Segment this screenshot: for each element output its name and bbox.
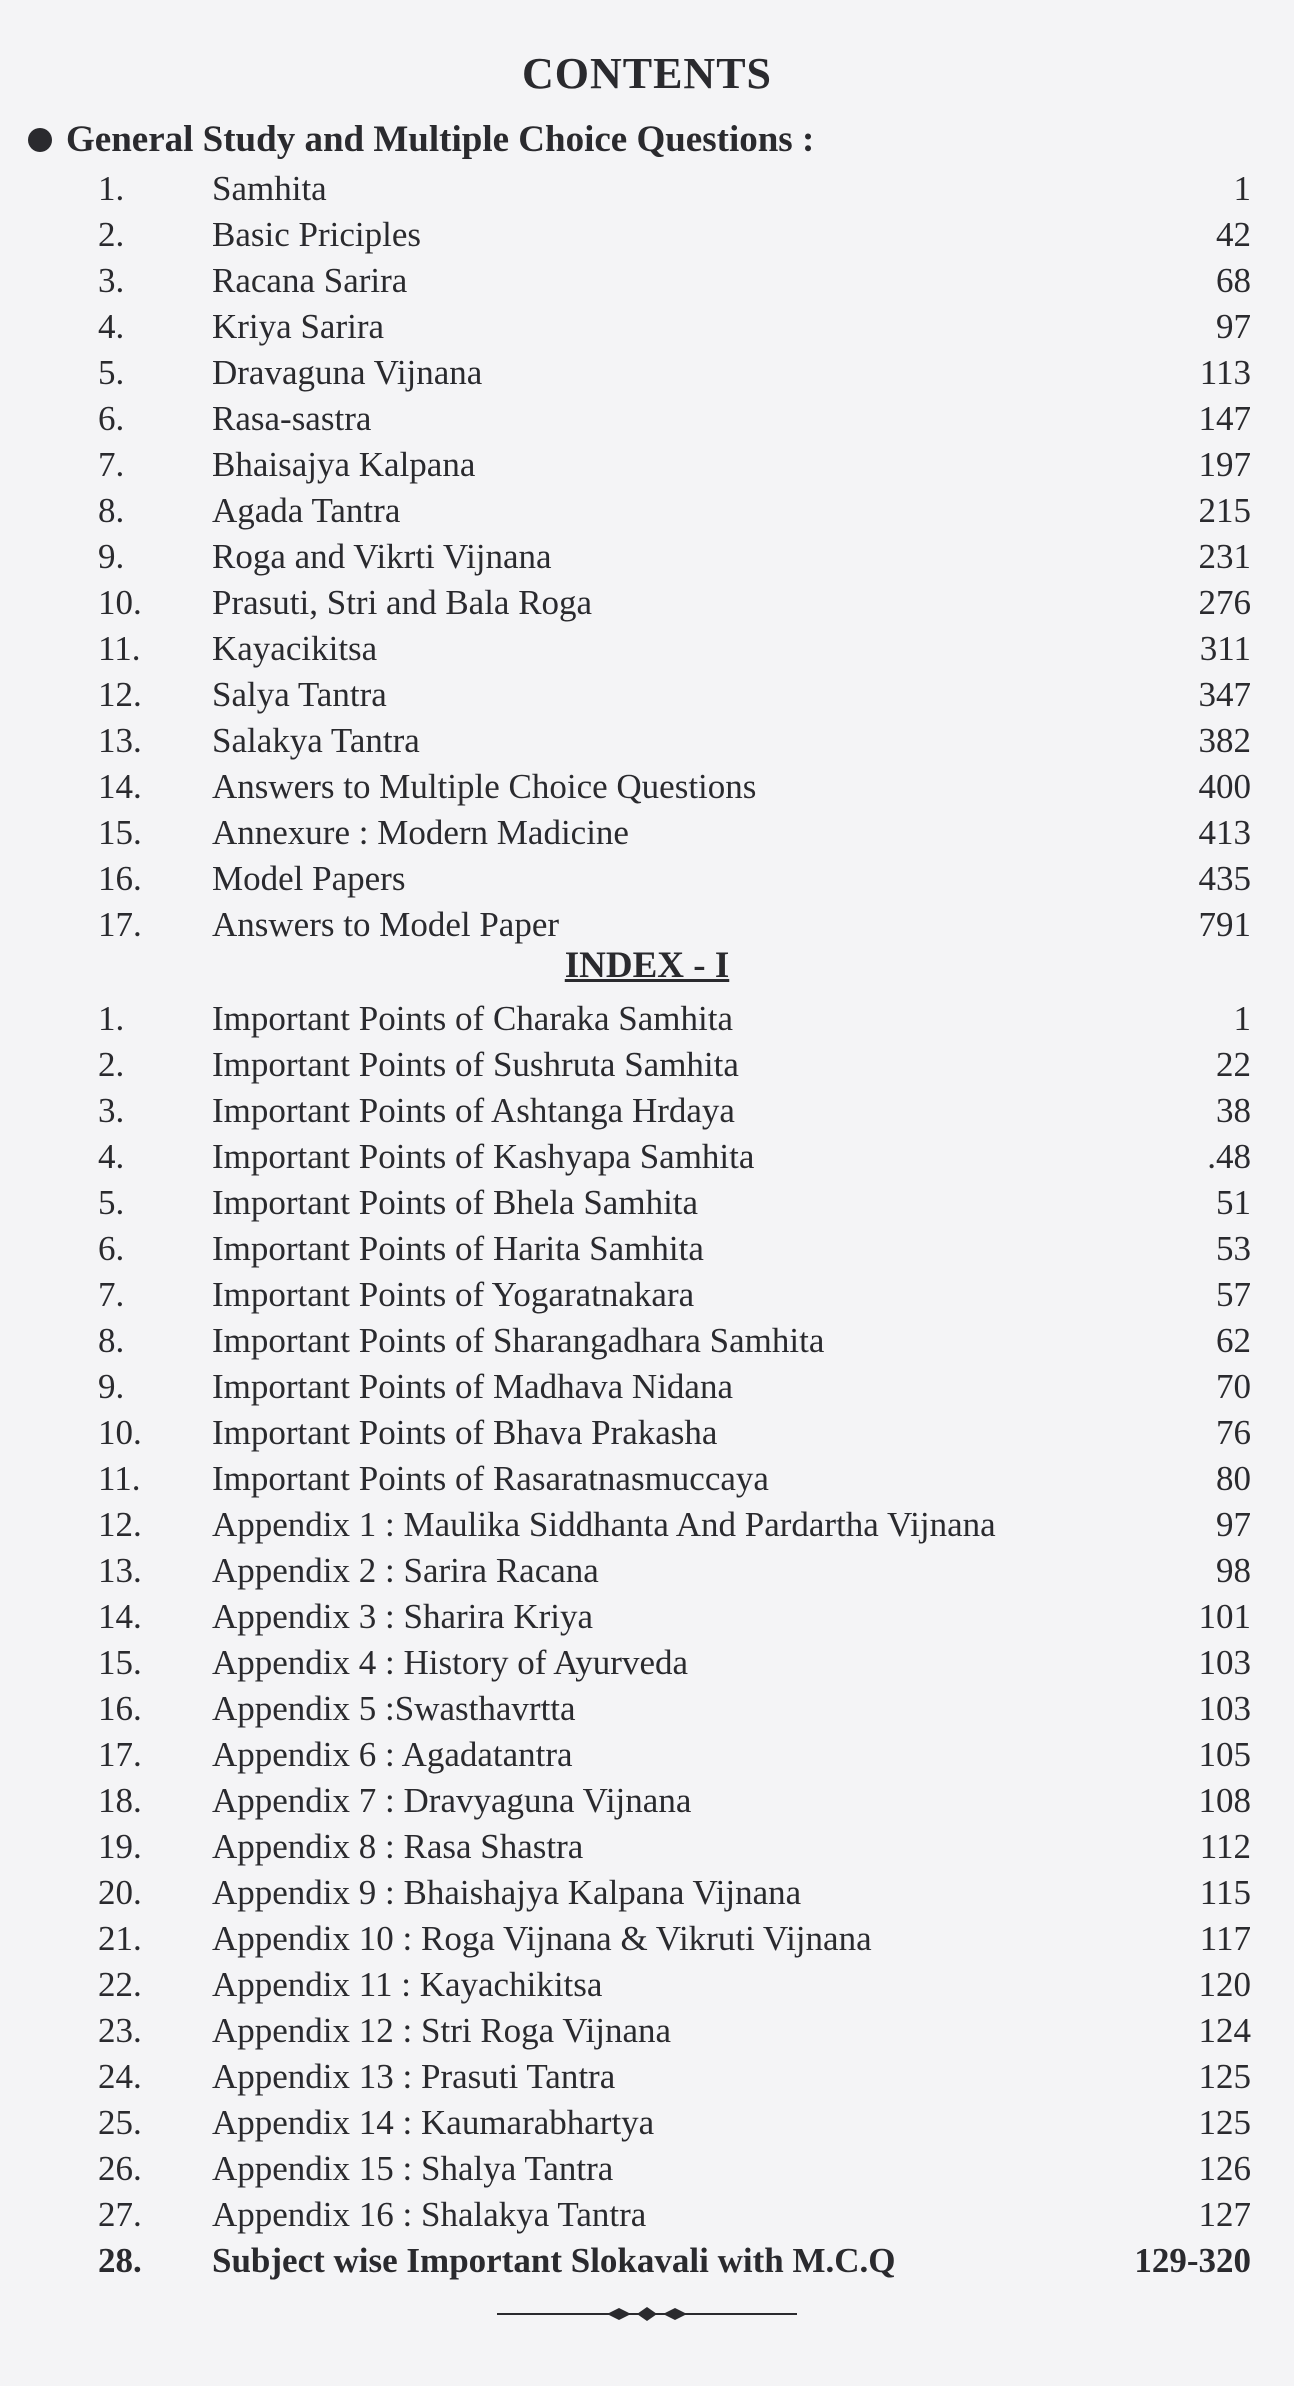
entry-page-number: 101	[1198, 1597, 1251, 1636]
entry-page-number: 276	[1198, 583, 1251, 622]
entry-page-number: 347	[1198, 675, 1251, 714]
entry-title: Appendix 13 : Prasuti Tantra	[212, 2057, 616, 2096]
entry-page-number: 68	[1216, 261, 1251, 300]
entry-page-number: 53	[1216, 1229, 1251, 1268]
entry-title: Kayacikitsa	[212, 629, 378, 668]
contents-row	[0, 902, 1294, 948]
entry-page-number: 125	[1198, 2103, 1251, 2142]
index-row	[0, 2192, 1294, 2238]
entry-page-number: 42	[1216, 215, 1251, 254]
entry-title: Model Papers	[212, 859, 406, 898]
entry-title: Appendix 7 : Dravyaguna Vijnana	[212, 1781, 692, 1820]
entry-number: 6.	[98, 399, 125, 438]
index-row	[0, 1088, 1294, 1134]
entry-page-number: 98	[1216, 1551, 1251, 1590]
entry-number: 24.	[98, 2057, 142, 2096]
entry-page-number: 57	[1216, 1275, 1251, 1314]
entry-number: 15.	[98, 1643, 142, 1682]
entry-title: Important Points of Ashtanga Hrdaya	[212, 1091, 735, 1130]
entry-number: 6.	[98, 1229, 125, 1268]
index-row	[0, 1916, 1294, 1962]
contents-row	[0, 764, 1294, 810]
entry-title: Important Points of Madhava Nidana	[212, 1367, 734, 1406]
entry-number: 18.	[98, 1781, 142, 1820]
entry-number: 19.	[98, 1827, 142, 1866]
index-row	[0, 1640, 1294, 1686]
entry-page-number: .48	[1207, 1137, 1251, 1176]
entry-page-number: 115	[1199, 1873, 1251, 1912]
entry-page-number: 80	[1216, 1459, 1251, 1498]
entry-title: Racana Sarira	[212, 261, 408, 300]
entry-number: 10.	[98, 1413, 142, 1452]
entry-page-number: 108	[1198, 1781, 1251, 1820]
index-row	[0, 1594, 1294, 1640]
index-row	[0, 2100, 1294, 2146]
entry-page-number: 76	[1216, 1413, 1251, 1452]
page-title: CONTENTS	[521, 49, 773, 98]
contents-row	[0, 212, 1294, 258]
entry-number: 12.	[98, 675, 142, 714]
index-row	[0, 1456, 1294, 1502]
entry-page-number: 311	[1199, 629, 1251, 668]
entry-page-number: 231	[1198, 537, 1251, 576]
entry-page-number: 147	[1198, 399, 1251, 438]
entry-page-number: 38	[1216, 1091, 1251, 1130]
entry-page-number: 413	[1198, 813, 1251, 852]
entry-number: 5.	[98, 1183, 125, 1222]
entry-title: Basic Priciples	[212, 215, 421, 254]
entry-page-number: 120	[1198, 1965, 1251, 2004]
contents-row	[0, 856, 1294, 902]
entry-title: Appendix 3 : Sharira Kriya	[212, 1597, 594, 1636]
contents-row	[0, 810, 1294, 856]
entry-title: Rasa-sastra	[212, 399, 372, 438]
entry-page-number: 127	[1198, 2195, 1251, 2234]
entry-title: Salakya Tantra	[212, 721, 420, 760]
entry-number: 2.	[98, 215, 125, 254]
entry-title: Important Points of Bhela Samhita	[212, 1183, 699, 1222]
entry-title: Appendix 16 : Shalakya Tantra	[212, 2195, 647, 2234]
entry-number: 5.	[98, 353, 125, 392]
index-row	[0, 2008, 1294, 2054]
entry-page-number: 22	[1216, 1045, 1251, 1084]
entry-page-number: 97	[1216, 1505, 1251, 1544]
entry-title: Kriya Sarira	[212, 307, 385, 346]
index-row	[0, 1686, 1294, 1732]
entry-number: 11.	[98, 1459, 141, 1498]
entry-title: Appendix 12 : Stri Roga Vijnana	[212, 2011, 672, 2050]
contents-row	[0, 626, 1294, 672]
entry-number: 22.	[98, 1965, 142, 2004]
entry-number: 7.	[98, 1275, 125, 1314]
entry-title: Appendix 4 : History of Ayurveda	[212, 1643, 689, 1682]
entry-page-number: 51	[1216, 1183, 1251, 1222]
entry-page-number: 117	[1199, 1919, 1251, 1958]
entry-title: Roga and Vikrti Vijnana	[212, 537, 552, 576]
entry-title: Important Points of Charaka Samhita	[212, 999, 734, 1038]
entry-number: 1.	[98, 999, 125, 1038]
entry-title: Appendix 1 : Maulika Siddhanta And Pardartha Vijnana	[212, 1505, 996, 1544]
entry-number: 2.	[98, 1045, 125, 1084]
entry-page-number: 126	[1198, 2149, 1251, 2188]
index-row	[0, 1732, 1294, 1778]
entry-number: 28.	[98, 2241, 142, 2280]
entry-title: Annexure : Modern Madicine	[212, 813, 629, 852]
entry-title: Agada Tantra	[212, 491, 401, 530]
entry-page-number: 382	[1198, 721, 1251, 760]
index-row	[0, 2054, 1294, 2100]
entry-title: Important Points of Kashyapa Samhita	[212, 1137, 755, 1176]
index-row	[0, 1364, 1294, 1410]
entry-title: Samhita	[212, 169, 327, 208]
entry-number: 3.	[98, 1091, 125, 1130]
entry-title: Subject wise Important Slokavali with M.C.Q	[212, 2241, 896, 2280]
entry-page-number: 105	[1198, 1735, 1251, 1774]
entry-page-number: 791	[1198, 905, 1251, 944]
contents-row	[0, 396, 1294, 442]
entry-number: 9.	[98, 1367, 125, 1406]
section-heading-text: General Study and Multiple Choice Questions :	[66, 119, 815, 160]
index-row	[0, 1778, 1294, 1824]
entry-number: 4.	[98, 1137, 125, 1176]
index-row	[0, 1180, 1294, 1226]
entry-number: 8.	[98, 1321, 125, 1360]
entry-number: 15.	[98, 813, 142, 852]
entry-title: Important Points of Sharangadhara Samhita	[212, 1321, 825, 1360]
index-row	[0, 1042, 1294, 1088]
entry-title: Appendix 6 : Agadatantra	[212, 1735, 573, 1774]
entry-title: Salya Tantra	[212, 675, 387, 714]
entry-page-number: 103	[1198, 1643, 1251, 1682]
entry-title: Answers to Multiple Choice Questions	[212, 767, 757, 806]
ornament-divider-icon	[497, 2302, 797, 2326]
index-row	[0, 1502, 1294, 1548]
entry-number: 9.	[98, 537, 125, 576]
entry-page-number: 124	[1198, 2011, 1251, 2050]
entry-number: 4.	[98, 307, 125, 346]
entry-title: Appendix 8 : Rasa Shastra	[212, 1827, 584, 1866]
entry-number: 1.	[98, 169, 125, 208]
entry-number: 8.	[98, 491, 125, 530]
entry-number: 13.	[98, 721, 142, 760]
index-row	[0, 1318, 1294, 1364]
entry-number: 17.	[98, 905, 142, 944]
entry-number: 16.	[98, 859, 142, 898]
contents-row	[0, 488, 1294, 534]
contents-row	[0, 166, 1294, 212]
index-row	[0, 1272, 1294, 1318]
index-row	[0, 1410, 1294, 1456]
entry-title: Appendix 9 : Bhaishajya Kalpana Vijnana	[212, 1873, 802, 1912]
contents-row	[0, 534, 1294, 580]
entry-number: 13.	[98, 1551, 142, 1590]
index-row	[0, 1870, 1294, 1916]
entry-page-number: 97	[1216, 307, 1251, 346]
entry-page-number: 62	[1216, 1321, 1251, 1360]
index-row	[0, 2146, 1294, 2192]
entry-page-number: 197	[1198, 445, 1251, 484]
entry-number: 16.	[98, 1689, 142, 1728]
entry-title: Appendix 11 : Kayachikitsa	[212, 1965, 603, 2004]
entry-title: Important Points of Bhava Prakasha	[212, 1413, 718, 1452]
entry-number: 10.	[98, 583, 142, 622]
contents-row	[0, 718, 1294, 764]
entry-number: 3.	[98, 261, 125, 300]
entry-number: 21.	[98, 1919, 142, 1958]
contents-row	[0, 442, 1294, 488]
entry-page-number: 103	[1198, 1689, 1251, 1728]
section-heading	[28, 118, 814, 161]
entry-title: Important Points of Sushruta Samhita	[212, 1045, 739, 1084]
bullet-icon	[28, 128, 52, 152]
index-row	[0, 1134, 1294, 1180]
entry-title: Appendix 14 : Kaumarabhartya	[212, 2103, 655, 2142]
contents-row	[0, 580, 1294, 626]
entry-title: Prasuti, Stri and Bala Roga	[212, 583, 593, 622]
entry-title: Appendix 2 : Sarira Racana	[212, 1551, 599, 1590]
entry-number: 27.	[98, 2195, 142, 2234]
entry-page-number: 1	[1233, 169, 1251, 208]
entry-title: Dravaguna Vijnana	[212, 353, 483, 392]
entry-page-number: 129-320	[1134, 2241, 1251, 2280]
entry-page-number: 113	[1199, 353, 1251, 392]
entry-number: 11.	[98, 629, 141, 668]
entry-number: 20.	[98, 1873, 142, 1912]
entry-page-number: 400	[1198, 767, 1251, 806]
entry-number: 14.	[98, 1597, 142, 1636]
index-row	[0, 1824, 1294, 1870]
entry-page-number: 1	[1233, 999, 1251, 1038]
contents-row	[0, 304, 1294, 350]
index-heading: INDEX - I	[564, 945, 730, 986]
entry-title: Appendix 10 : Roga Vijnana & Vikruti Vijnana	[212, 1919, 872, 1958]
entry-number: 7.	[98, 445, 125, 484]
index-row	[0, 1962, 1294, 2008]
contents-row	[0, 672, 1294, 718]
entry-number: 17.	[98, 1735, 142, 1774]
entry-page-number: 435	[1198, 859, 1251, 898]
entry-title: Answers to Model Paper	[212, 905, 560, 944]
index-row	[0, 1226, 1294, 1272]
entry-title: Important Points of Harita Samhita	[212, 1229, 704, 1268]
entry-number: 26.	[98, 2149, 142, 2188]
entry-page-number: 125	[1198, 2057, 1251, 2096]
entry-title: Important Points of Yogaratnakara	[212, 1275, 695, 1314]
entry-title: Appendix 15 : Shalya Tantra	[212, 2149, 614, 2188]
entry-page-number: 70	[1216, 1367, 1251, 1406]
index-row	[0, 1548, 1294, 1594]
entry-number: 14.	[98, 767, 142, 806]
entry-number: 25.	[98, 2103, 142, 2142]
entry-title: Appendix 5 :Swasthavrtta	[212, 1689, 576, 1728]
entry-page-number: 112	[1199, 1827, 1251, 1866]
entry-number: 12.	[98, 1505, 142, 1544]
entry-page-number: 215	[1198, 491, 1251, 530]
index-row	[0, 2238, 1294, 2284]
entry-title: Important Points of Rasaratnasmuccaya	[212, 1459, 769, 1498]
entry-title: Bhaisajya Kalpana	[212, 445, 476, 484]
contents-row	[0, 350, 1294, 396]
entry-number: 23.	[98, 2011, 142, 2050]
index-row	[0, 996, 1294, 1042]
contents-row	[0, 258, 1294, 304]
